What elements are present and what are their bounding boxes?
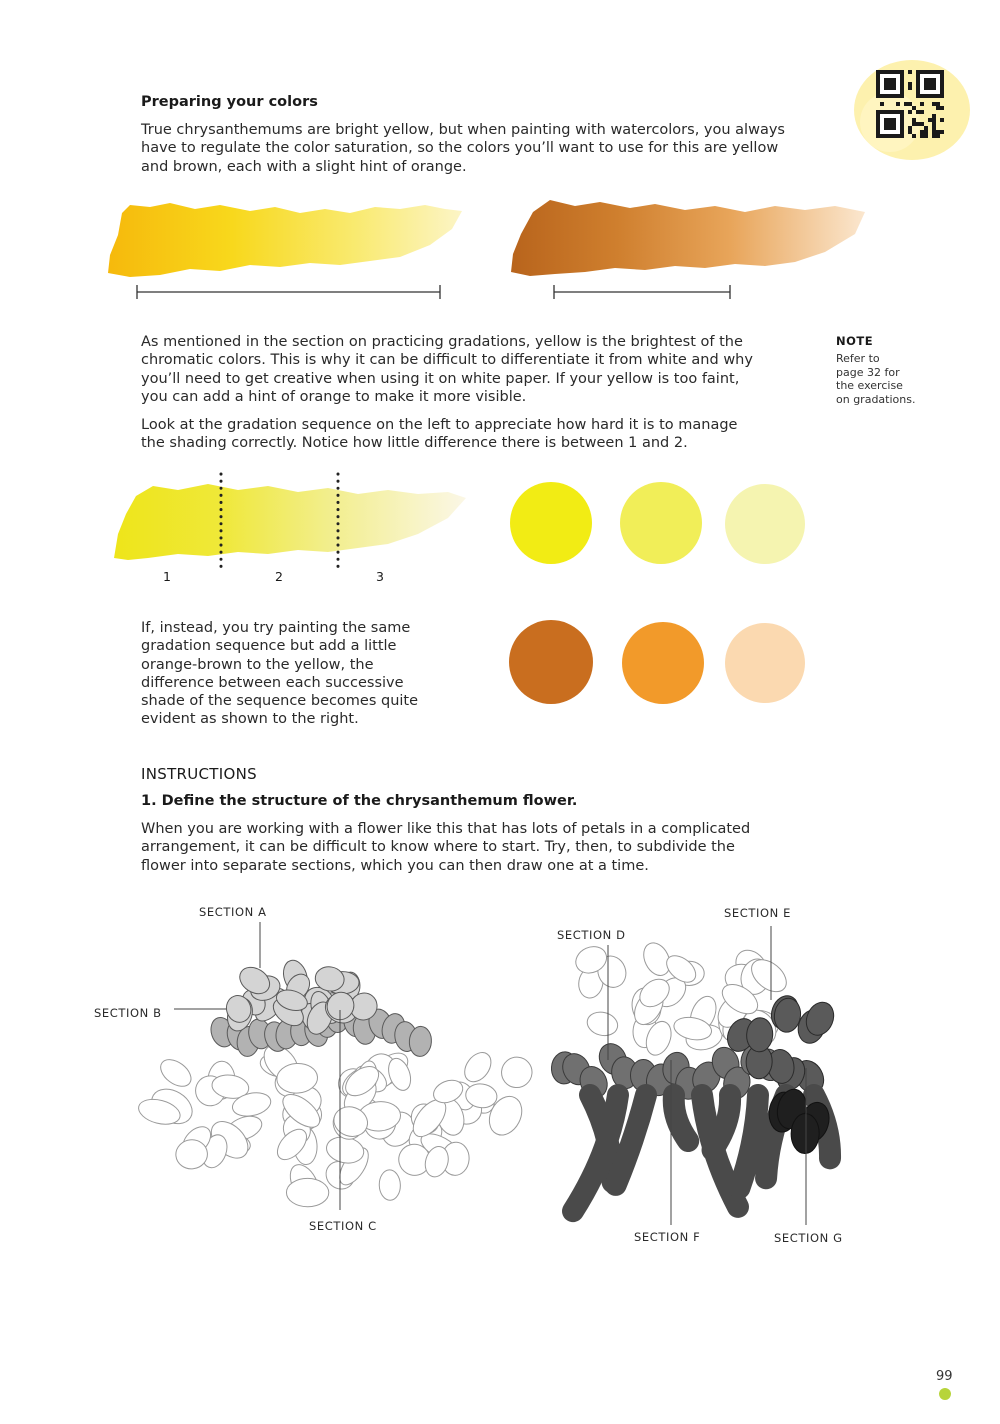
dotted-divider-2 bbox=[335, 472, 341, 572]
text-line: If, instead, you try painting the same bbox=[141, 620, 411, 636]
instead-paragraph bbox=[141, 619, 418, 729]
step1-paragraph bbox=[141, 820, 750, 875]
yellow-swatch-scale-bar bbox=[135, 284, 445, 300]
note-line: the exercise bbox=[836, 379, 903, 392]
yellow-circle-mid bbox=[620, 482, 702, 564]
gradation-number-1: 1 bbox=[163, 569, 171, 584]
text-line: True chrysanthemums are bright yellow, but when painting with watercolors, you always bbox=[141, 122, 785, 138]
text-line: you can add a hint of orange to make it more visible. bbox=[141, 388, 527, 405]
text-line: Look at the gradation sequence on the left to appreciate how hard it is to manage bbox=[141, 417, 738, 433]
preparing-colors-paragraph bbox=[141, 121, 785, 176]
text-line: shade of the sequence becomes quite bbox=[141, 693, 419, 710]
text-line: As mentioned in the section on practicing gradations, yellow is the brightest of the bbox=[141, 334, 743, 350]
dotted-divider-1 bbox=[218, 472, 224, 572]
page-dot-icon bbox=[938, 1387, 952, 1401]
yellow-circle-strong bbox=[510, 482, 592, 564]
brown-gradient-swatch bbox=[505, 192, 875, 282]
section-d-label: SECTION D bbox=[557, 928, 626, 942]
note-line: Refer to bbox=[836, 352, 880, 365]
yellow-gradient-swatch bbox=[100, 195, 480, 285]
note-line: on gradations. bbox=[836, 392, 916, 406]
section-e-label: SECTION E bbox=[724, 906, 791, 920]
text-line: arrangement, it can be difficult to know where to start. Try, then, to subdivide the bbox=[141, 839, 735, 856]
brown-swatch-scale-bar bbox=[552, 284, 737, 300]
step1-heading: 1. Define the structure of the chrysanthemum flower. bbox=[141, 793, 578, 809]
section-a-label: SECTION A bbox=[199, 905, 267, 919]
orange-circles-row bbox=[508, 620, 818, 710]
section-f-label: SECTION F bbox=[634, 1230, 701, 1244]
note-line: page 32 for bbox=[836, 365, 900, 379]
gradations-paragraph bbox=[141, 333, 753, 406]
text-line: you’ll need to get creative when using it on white paper. If your yellow is too faint, bbox=[141, 370, 740, 387]
section-leader-lines-left bbox=[170, 920, 430, 1240]
sequence-paragraph bbox=[141, 416, 737, 453]
section-g-label: SECTION G bbox=[774, 1231, 843, 1245]
section-c-label: SECTION C bbox=[309, 1219, 377, 1233]
yellow-gradation-sequence-swatch bbox=[108, 478, 478, 568]
section-leader-lines-right bbox=[600, 920, 860, 1240]
gradation-number-2: 2 bbox=[275, 569, 283, 584]
qr-code-icon[interactable] bbox=[876, 70, 944, 136]
text-line: chromatic colors. This is why it can be difficult to differentiate it from white and why bbox=[141, 352, 753, 369]
text-line: flower into separate sections, which you can then draw one at a time. bbox=[141, 857, 649, 874]
gradation-number-3: 3 bbox=[376, 569, 384, 584]
peach-circle bbox=[725, 623, 805, 703]
orange-circle bbox=[622, 622, 704, 704]
page-number: 99 bbox=[936, 1369, 953, 1384]
yellow-circle-pale bbox=[725, 484, 805, 564]
text-line: orange-brown to the yellow, the bbox=[141, 656, 374, 673]
orange-brown-circle bbox=[509, 620, 593, 704]
text-line: When you are working with a flower like this that has lots of petals in a complicated bbox=[141, 821, 751, 837]
note-title: NOTE bbox=[836, 334, 874, 348]
text-line: the shading correctly. Notice how little difference there is between 1 and 2. bbox=[141, 435, 688, 452]
instructions-title: INSTRUCTIONS bbox=[141, 765, 257, 783]
yellow-circles-row bbox=[508, 480, 818, 570]
text-line: gradation sequence but add a little bbox=[141, 638, 397, 655]
text-line: and brown, each with a slight hint of orange. bbox=[141, 158, 467, 175]
preparing-colors-heading: Preparing your colors bbox=[141, 94, 318, 110]
text-line: have to regulate the color saturation, so the colors you’ll want to use for this are yellow bbox=[141, 140, 779, 157]
note-text bbox=[836, 352, 915, 406]
text-line: difference between each successive bbox=[141, 674, 404, 691]
text-line: evident as shown to the right. bbox=[141, 711, 359, 728]
section-b-label: SECTION B bbox=[94, 1006, 162, 1020]
